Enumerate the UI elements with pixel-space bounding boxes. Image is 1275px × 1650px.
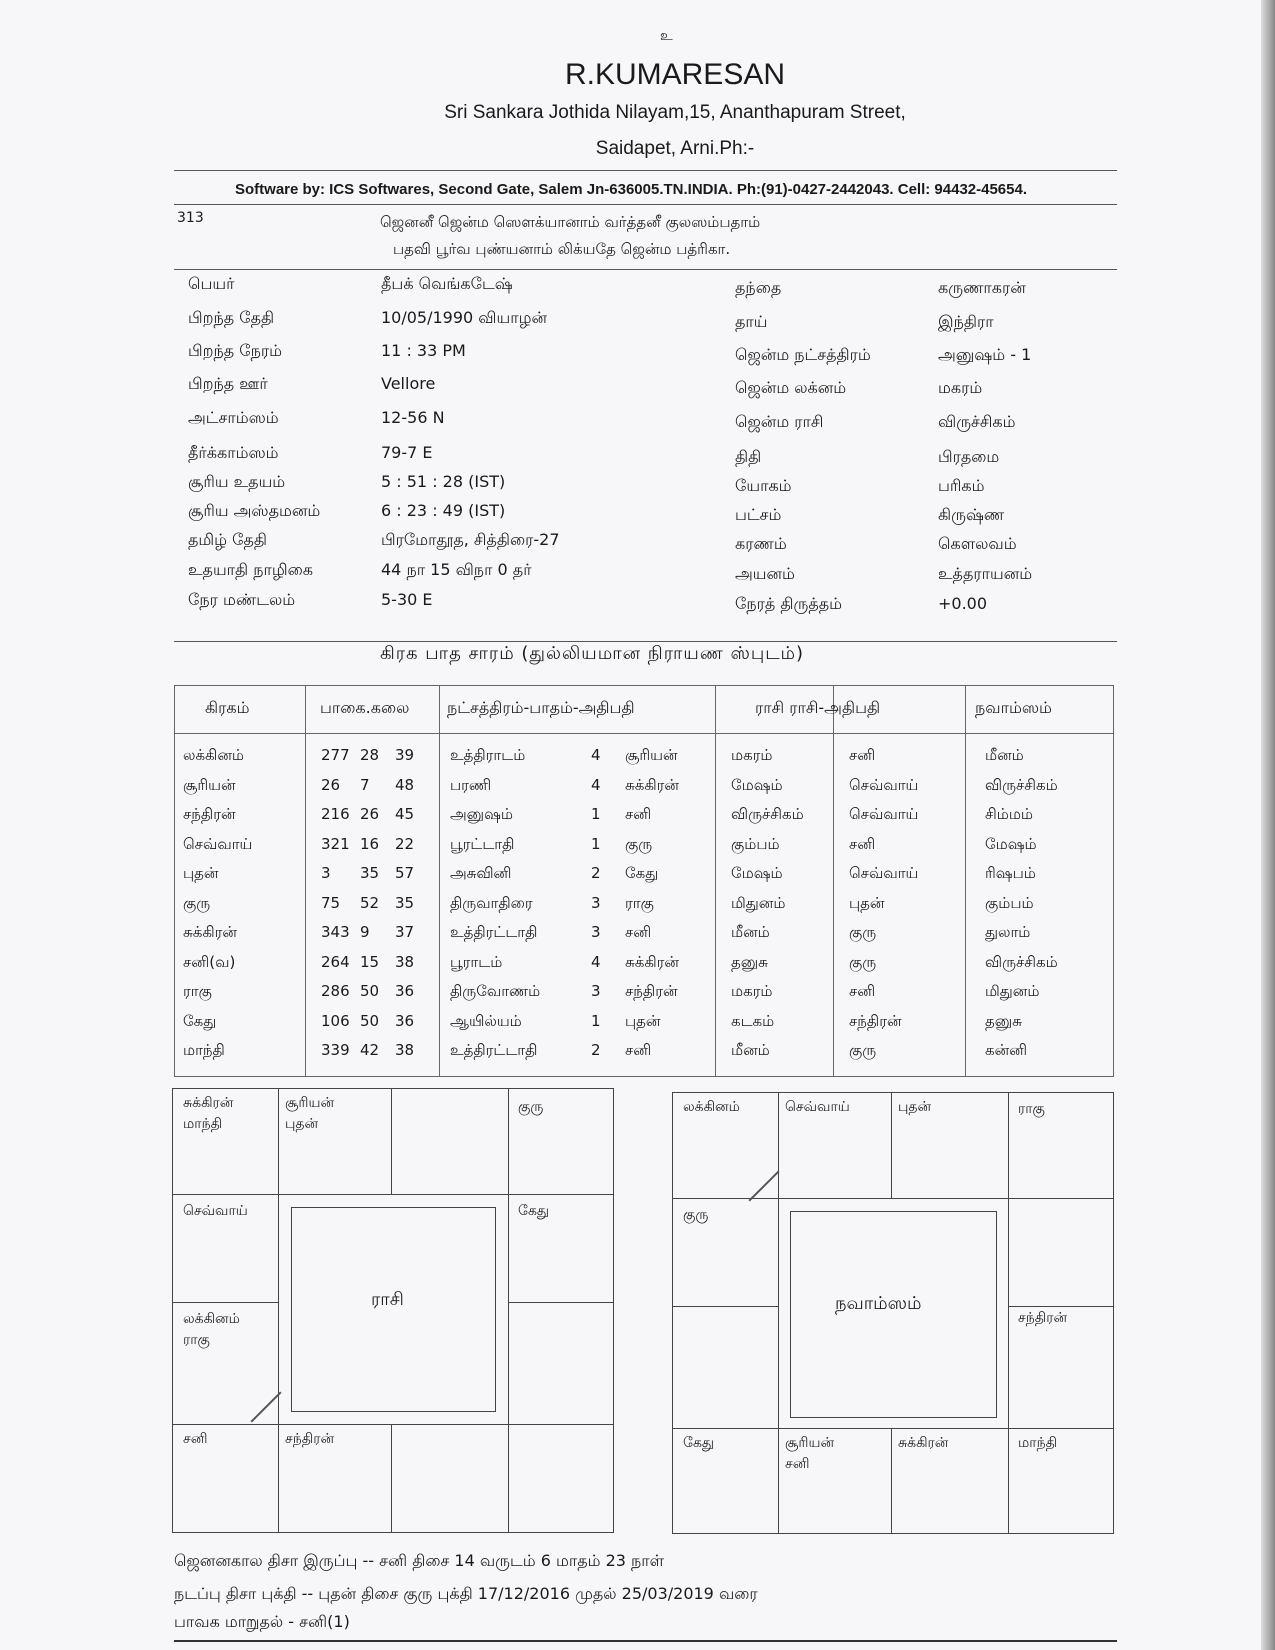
detail-left-value: Vellore [381,374,436,393]
table-cell: துலாம் [985,923,1031,941]
table-cell: சூரியன் [625,746,678,764]
detail-left-label: சூரிய உதயம் [188,472,286,491]
table-cell: 339 [321,1041,350,1059]
table-cell: 343 [321,923,350,941]
table-cell: செவ்வாய் [849,864,919,882]
table-cell: மீனம் [731,1041,770,1059]
table-cell: 106 [321,1011,350,1030]
header-mark: உ [660,28,673,44]
navamsa-cell-pisces: லக்கினம் [683,1099,740,1115]
address-line-2: Saidapet, Arni.Ph:- [595,138,755,159]
astrologer-name: R.KUMARESAN [564,58,786,91]
table-cell: மாந்தி [183,1041,225,1059]
detail-left-label: தமிழ் தேதி [188,530,268,549]
navamsa-cell-scorpio: சூரியன் சனி [785,1435,835,1472]
table-cell: 22 [395,834,415,853]
table-cell: 26 [360,805,380,823]
navamsa-lagna-marker [748,1170,779,1201]
table-cell: 2 [591,1041,601,1059]
table-cell: 3 [591,923,601,941]
table-cell: 7 [360,775,370,794]
table-cell: 35 [395,893,415,912]
table-cell: அனுஷம் [450,805,513,823]
table-cell: மேஷம் [731,775,783,794]
detail-right-value: +0.00 [938,594,988,613]
table-cell: சுக்கிரன் [625,775,679,794]
rasi-cell-pisces: சுக்கிரன் மாந்தி [183,1095,234,1132]
planet-table-title: கிரக பாத சாரம் (துல்லியமான நிராயண ஸ்புடம்) [380,643,805,664]
rasi-cell-capricorn: லக்கினம் ராகு [183,1311,240,1348]
rasi-cell-gemini: குரு [518,1099,544,1115]
detail-left-value: 12-56 N [381,408,445,427]
detail-left-label: பிறந்த தேதி [188,308,275,327]
table-cell: 39 [395,746,415,764]
table-cell: 50 [360,1011,380,1030]
table-cell: அசுவினி [450,864,512,882]
table-cell: செவ்வாய் [849,805,919,823]
table-cell: குரு [625,834,653,853]
table-cell: 75 [321,893,341,912]
table-cell: சுக்கிரன் [625,952,679,971]
table-cell: சந்திரன் [625,982,678,1000]
table-cell: 9 [360,923,370,941]
detail-right-value: பரிகம் [938,476,985,495]
table-cell: மீனம் [731,923,770,941]
lagna-marker [250,1391,281,1422]
detail-right-label: பட்சம் [735,505,782,524]
table-cell: 26 [321,775,341,794]
table-cell: கும்பம் [731,834,780,853]
table-cell: தனுசு [731,952,768,971]
table-cell: ராகு [625,893,654,912]
table-cell: விருச்சிகம் [985,775,1058,794]
navamsa-cell-leo: சந்திரன் [1018,1310,1068,1326]
table-cell: மிதுனம் [985,982,1040,1000]
table-cell: 3 [591,893,601,912]
table-cell: சனி [849,746,876,764]
detail-right-label: தாய் [735,312,768,331]
detail-right-value: பிரதமை [938,447,1000,466]
navamsa-cell-taurus: புதன் [898,1099,932,1115]
table-cell: 4 [591,746,601,764]
bhava-change: பாவக மாறுதல் - சனி(1) [174,1612,350,1631]
table-cell: 2 [591,864,601,882]
table-cell: சுக்கிரன் [183,923,237,941]
detail-right-label: ஜென்ம லக்னம் [735,378,847,397]
rasi-cell-aquarius: செவ்வாய் [183,1203,248,1219]
table-cell: 36 [395,982,415,1000]
detail-right-label: ஜென்ம ராசி [735,412,824,431]
detail-left-label: சூரிய அஸ்தமனம் [188,501,321,520]
rasi-cell-sagittarius: சனி [183,1431,208,1447]
chart-code: 313 [177,210,204,226]
col-header-degree: பாகை.கலை [320,698,410,717]
detail-left-value: 10/05/1990 வியாழன் [381,308,547,327]
table-cell: குரு [849,1041,877,1059]
detail-right-value: உத்தராயனம் [938,564,1033,583]
rasi-chart [172,1088,614,1533]
table-cell: புதன் [625,1011,661,1030]
col-header-star: நட்சத்திரம்-பாதம்-அதிபதி [447,698,635,717]
navamsa-chart-title: நவாம்ஸம் [835,1293,922,1314]
detail-right-value: விருச்சிகம் [938,412,1016,431]
detail-right-label: யோகம் [735,476,792,495]
table-cell: குரு [183,893,211,912]
detail-right-label: நேரத் திருத்தம் [735,594,843,613]
table-cell: சந்திரன் [849,1011,902,1030]
table-cell: 28 [360,746,380,764]
table-cell: 37 [395,923,415,941]
navamsa-cell-gemini: ராகு [1018,1101,1045,1117]
table-cell: 48 [395,775,415,794]
table-cell: 45 [395,805,415,823]
detail-right-label: தந்தை [735,278,782,297]
detail-left-value: 5-30 E [381,590,433,609]
detail-left-label: பிறந்த நேரம் [188,341,283,360]
table-cell: 277 [321,746,350,764]
current-dasa-bhukti: நடப்பு திசா புக்தி -- புதன் திசை குரு புக்தி 17/12/2016 முதல் 25/03/2019 வரை [174,1584,758,1603]
table-cell: சனி [625,1041,652,1059]
table-cell: மகரம் [731,982,773,1000]
table-cell: புதன் [183,864,219,882]
table-cell: 38 [395,952,415,971]
navamsa-cell-aquarius: குரு [683,1207,709,1223]
detail-left-value: 5 : 51 : 28 (IST) [381,472,506,491]
table-cell: 36 [395,1011,415,1030]
table-cell: திருவாதிரை [450,893,533,912]
table-cell: குரு [849,923,877,941]
header-rule [174,170,1117,171]
verse-rule [174,269,1117,270]
detail-left-value: தீபக் வெங்கடேஷ் [381,274,513,293]
detail-right-value: கிருஷ்ண [938,505,1005,524]
detail-left-value: 79-7 E [381,443,433,462]
table-cell: லக்கினம் [183,746,244,764]
table-cell: 57 [395,864,415,882]
table-cell: 4 [591,952,601,971]
table-cell: சனி [625,805,652,823]
table-cell: சந்திரன் [183,805,236,823]
table-cell: 321 [321,834,350,853]
detail-left-label: அட்சாம்ஸம் [188,408,279,427]
table-cell: 216 [321,805,350,823]
table-cell: 15 [360,952,380,971]
table-cell: தனுசு [985,1011,1022,1030]
table-cell: குரு [849,952,877,971]
table-cell: சனி(வ) [183,952,236,971]
table-cell: சனி [849,982,876,1000]
detail-left-label: பிறந்த ஊர் [188,374,268,393]
table-cell: கன்னி [985,1041,1028,1059]
detail-left-value: 6 : 23 : 49 (IST) [381,501,506,520]
verse-line-1: ஜெனனீ ஜென்ம ஸௌக்யானாம் வர்த்தனீ குலஸம்பதாம் [380,213,761,231]
detail-left-label: தீர்க்காம்ஸம் [188,443,279,462]
table-cell: உத்திரட்டாதி [450,1041,538,1059]
detail-right-value: அனுஷம் - 1 [938,345,1032,364]
navamsa-chart [672,1092,1114,1534]
table-cell: சூரியன் [183,775,236,794]
detail-left-label: உதயாதி நாழிகை [188,560,313,579]
table-cell: மேஷம் [985,834,1037,853]
table-cell: சிம்மம் [985,805,1033,823]
address-line-1: Sri Sankara Jothida Nilayam,15, Ananthapuram Street, [444,102,906,123]
table-cell: செவ்வாய் [849,775,919,794]
table-cell: திருவோணம் [450,982,541,1000]
navamsa-cell-aries: செவ்வாய் [785,1099,850,1115]
table-cell: 42 [360,1041,380,1059]
table-cell: 264 [321,952,350,971]
table-cell: பூரட்டாதி [450,834,515,853]
table-cell: மகரம் [731,746,773,764]
detail-right-value: இந்திரா [938,312,994,331]
table-cell: ரிஷபம் [985,864,1036,882]
table-cell: 38 [395,1041,415,1059]
col-header-navamsa: நவாம்ஸம் [975,698,1052,717]
table-cell: 52 [360,893,380,912]
col-header-rasi: ராசி ராசி-அதிபதி [755,698,881,717]
software-rule [174,204,1117,205]
table-cell: மிதுனம் [731,893,786,912]
table-cell: சனி [849,834,876,853]
detail-left-value: 44 நா 15 விநா 0 தர் [381,560,532,579]
navamsa-cell-libra: சுக்கிரன் [898,1435,949,1451]
navamsa-cell-sagittarius: கேது [683,1435,715,1451]
verse-line-2: பதவி பூர்வ புண்யனாம் லிக்யதே ஜென்ம பத்ரிகா. [393,240,731,258]
rasi-cell-aries: சூரியன் புதன் [285,1095,335,1132]
table-cell: 1 [591,834,601,853]
bottom-rule [174,1640,1117,1642]
table-cell: மேஷம் [731,864,783,882]
detail-left-label: பெயர் [188,274,235,293]
table-cell: கடகம் [731,1011,775,1030]
page-edge-shadow [1261,0,1275,1650]
table-cell: உத்திரட்டாதி [450,923,538,941]
table-cell: 16 [360,834,380,853]
table-cell: 3 [321,864,331,882]
table-cell: 35 [360,864,380,882]
table-cell: சனி [625,923,652,941]
table-cell: பரணி [450,775,492,794]
detail-right-label: ஜென்ம நட்சத்திரம் [735,345,871,364]
detail-right-value: கௌலவம் [938,534,1017,553]
table-cell: 4 [591,775,601,794]
rasi-cell-cancer: கேது [518,1203,550,1219]
dasa-balance: ஜெனனகால திசா இருப்பு -- சனி திசை 14 வருடம் 6 மாதம் 23 நாள் [174,1551,665,1570]
table-cell: விருச்சிகம் [985,952,1058,971]
table-cell: கேது [183,1011,217,1030]
detail-right-label: திதி [735,447,762,466]
table-cell: ஆயில்யம் [450,1011,522,1030]
table-cell: 50 [360,982,380,1000]
detail-right-label: அயனம் [735,564,795,583]
table-cell: 1 [591,1011,601,1030]
rasi-cell-scorpio: சந்திரன் [285,1431,335,1447]
table-cell: உத்திராடம் [450,746,526,764]
detail-left-label: நேர மண்டலம் [188,590,296,609]
table-cell: புதன் [849,893,885,912]
table-cell: மீனம் [985,746,1024,764]
navamsa-cell-virgo: மாந்தி [1018,1435,1058,1451]
table-cell: பூராடம் [450,952,503,971]
detail-left-value: 11 : 33 PM [381,341,466,360]
table-cell: ராகு [183,982,212,1000]
detail-right-value: மகரம் [938,378,983,397]
table-cell: 286 [321,982,350,1000]
detail-left-value: பிரமோதூத, சித்திரை-27 [381,530,560,549]
table-cell: கும்பம் [985,893,1034,912]
table-cell: கேது [625,864,659,882]
detail-right-value: கருணாகரன் [938,278,1026,297]
col-header-planet: கிரகம் [205,698,250,717]
table-cell: 3 [591,982,601,1000]
table-cell: விருச்சிகம் [731,805,804,823]
table-cell: 1 [591,805,601,823]
table-cell: செவ்வாய் [183,834,253,853]
software-credit: Software by: ICS Softwares, Second Gate, Salem Jn-636005.TN.INDIA. Ph:(91)-0427-2442043. Cell: 94432-45654. [235,181,1028,198]
rasi-chart-title: ராசி [371,1289,404,1310]
detail-right-label: கரணம் [735,534,787,553]
details-rule [174,641,1117,642]
planet-position-table [174,685,1114,1077]
